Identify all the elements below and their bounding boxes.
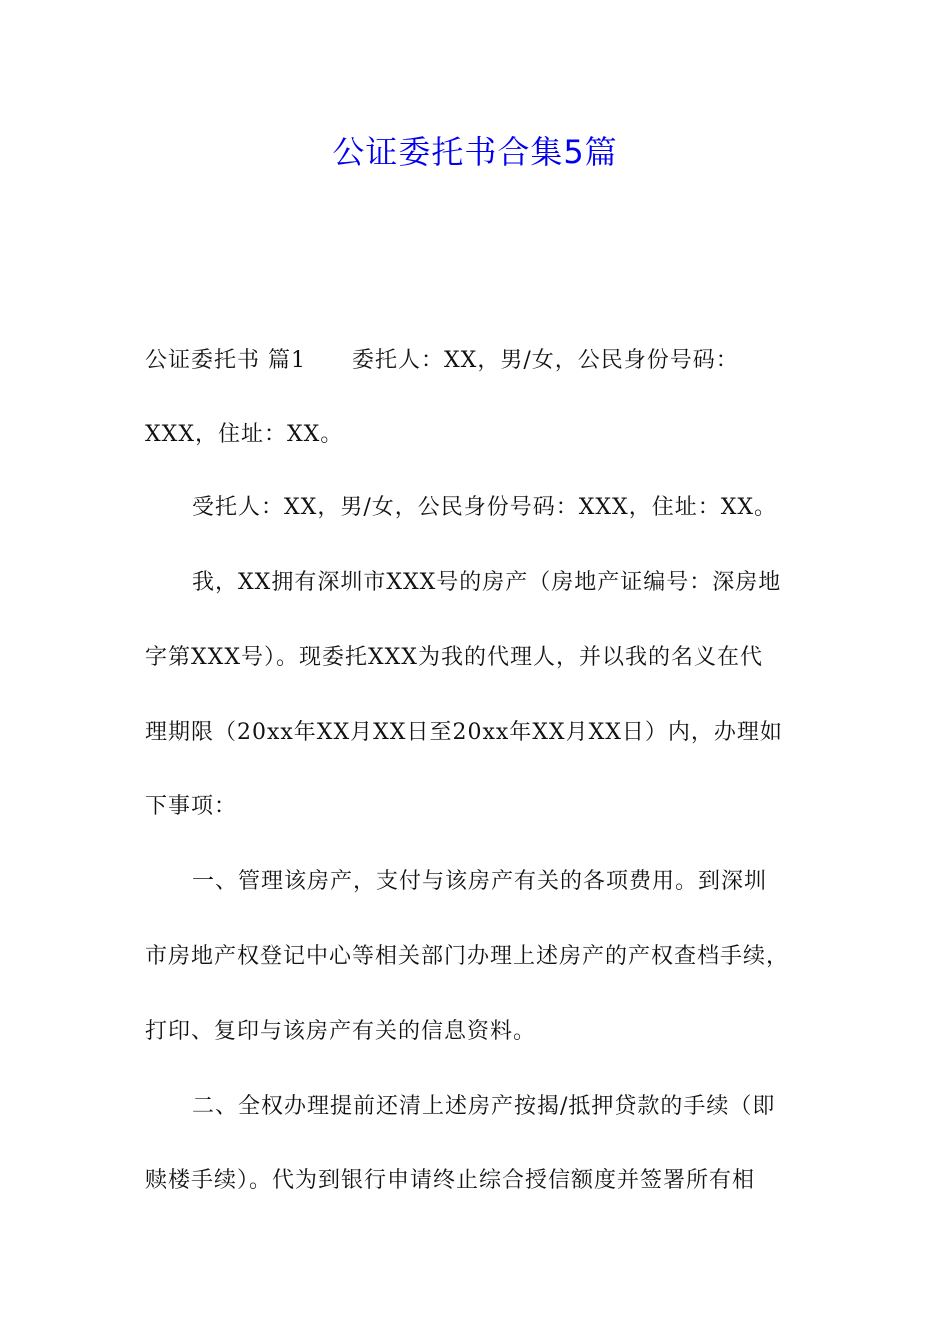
body-line-1: 公证委托书 篇1 委托人：XX，男/女，公民身份号码： (145, 348, 739, 373)
body-line-12: 赎楼手续）。代为到银行申请终止综合授信额度并签署所有相 (145, 1168, 756, 1193)
body-line-8: 一、管理该房产，支付与该房产有关的各项费用。到深圳 (192, 869, 768, 894)
document-title: 公证委托书合集5篇 (332, 133, 618, 171)
body-line-5: 字第XXX号）。现委托XXX为我的代理人，并以我的名义在代 (145, 645, 763, 670)
body-line-2: XXX，住址：XX。 (145, 422, 344, 447)
body-line-4: 我，XX拥有深圳市XXX号的房产（房地产证编号：深房地 (192, 570, 782, 595)
body-line-9: 市房地产权登记中心等相关部门办理上述房产的产权查档手续， (145, 944, 790, 969)
body-line-11: 二、全权办理提前还清上述房产按揭/抵押贷款的手续（即 (192, 1094, 776, 1119)
body-line-7: 下事项： (145, 794, 238, 819)
body-line-10: 打印、复印与该房产有关的信息资料。 (145, 1019, 537, 1044)
body-line-3: 受托人：XX，男/女，公民身份号码：XXX，住址：XX。 (192, 495, 778, 520)
body-line-6: 理期限（20xx年XX月XX日至20xx年XX月XX日）内，办理如 (145, 720, 783, 745)
